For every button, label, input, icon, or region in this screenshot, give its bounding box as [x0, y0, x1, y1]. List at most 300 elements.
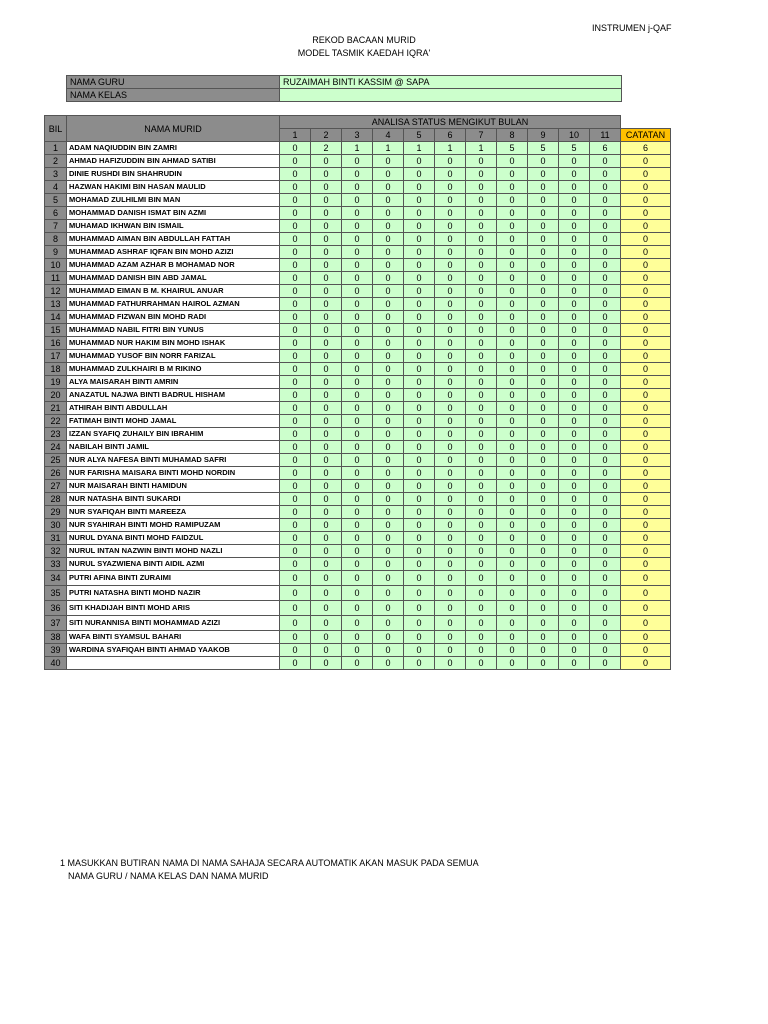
- month-status-cell[interactable]: 0: [404, 324, 435, 337]
- month-status-cell[interactable]: 0: [311, 298, 342, 311]
- month-status-cell[interactable]: 0: [311, 480, 342, 493]
- month-status-cell[interactable]: 0: [590, 168, 621, 181]
- month-status-cell[interactable]: 0: [528, 181, 559, 194]
- month-status-cell[interactable]: 0: [528, 644, 559, 657]
- month-status-cell[interactable]: 0: [528, 545, 559, 558]
- month-status-cell[interactable]: 0: [466, 350, 497, 363]
- month-status-cell[interactable]: 0: [497, 480, 528, 493]
- month-status-cell[interactable]: 0: [373, 194, 404, 207]
- month-status-cell[interactable]: 0: [435, 285, 466, 298]
- month-status-cell[interactable]: 0: [342, 402, 373, 415]
- month-status-cell[interactable]: 0: [342, 631, 373, 644]
- month-status-cell[interactable]: 0: [559, 233, 590, 246]
- month-status-cell[interactable]: 0: [466, 644, 497, 657]
- month-status-cell[interactable]: 0: [404, 207, 435, 220]
- month-status-cell[interactable]: 0: [435, 337, 466, 350]
- month-status-cell[interactable]: 0: [528, 259, 559, 272]
- month-status-cell[interactable]: 0: [311, 402, 342, 415]
- month-status-cell[interactable]: 0: [404, 657, 435, 670]
- month-status-cell[interactable]: 0: [497, 571, 528, 586]
- month-status-cell[interactable]: 1: [466, 142, 497, 155]
- month-status-cell[interactable]: 0: [342, 285, 373, 298]
- month-status-cell[interactable]: 0: [404, 155, 435, 168]
- month-status-cell[interactable]: 0: [466, 441, 497, 454]
- month-status-cell[interactable]: 0: [466, 285, 497, 298]
- month-status-cell[interactable]: 1: [435, 142, 466, 155]
- month-status-cell[interactable]: 0: [466, 586, 497, 601]
- month-status-cell[interactable]: 0: [280, 142, 311, 155]
- month-status-cell[interactable]: 0: [497, 363, 528, 376]
- month-status-cell[interactable]: 0: [311, 644, 342, 657]
- month-status-cell[interactable]: 0: [311, 285, 342, 298]
- month-status-cell[interactable]: 0: [280, 532, 311, 545]
- student-name-cell[interactable]: MUHAMMAD FIZWAN BIN MOHD RADI: [67, 311, 280, 324]
- month-status-cell[interactable]: 0: [466, 337, 497, 350]
- month-status-cell[interactable]: 0: [311, 415, 342, 428]
- month-status-cell[interactable]: 0: [280, 363, 311, 376]
- month-status-cell[interactable]: 0: [497, 350, 528, 363]
- month-status-cell[interactable]: 0: [559, 285, 590, 298]
- month-status-cell[interactable]: 0: [311, 168, 342, 181]
- month-status-cell[interactable]: 0: [528, 586, 559, 601]
- month-status-cell[interactable]: 0: [528, 441, 559, 454]
- student-name-cell[interactable]: WAFA BINTI SYAMSUL BAHARI: [67, 631, 280, 644]
- month-status-cell[interactable]: 0: [404, 616, 435, 631]
- student-name-cell[interactable]: NUR NATASHA BINTI SUKARDI: [67, 493, 280, 506]
- month-status-cell[interactable]: 0: [466, 181, 497, 194]
- month-status-cell[interactable]: 0: [342, 298, 373, 311]
- month-status-cell[interactable]: 0: [404, 259, 435, 272]
- month-status-cell[interactable]: 0: [373, 311, 404, 324]
- month-status-cell[interactable]: 0: [342, 181, 373, 194]
- month-status-cell[interactable]: 0: [528, 246, 559, 259]
- month-status-cell[interactable]: 0: [435, 298, 466, 311]
- student-name-cell[interactable]: MUHAMMAD EIMAN B M. KHAIRUL ANUAR: [67, 285, 280, 298]
- month-status-cell[interactable]: 0: [466, 519, 497, 532]
- month-status-cell[interactable]: 0: [559, 363, 590, 376]
- month-status-cell[interactable]: 0: [590, 389, 621, 402]
- month-status-cell[interactable]: 0: [528, 571, 559, 586]
- month-status-cell[interactable]: 0: [404, 350, 435, 363]
- month-status-cell[interactable]: 0: [280, 601, 311, 616]
- month-status-cell[interactable]: 0: [311, 428, 342, 441]
- month-status-cell[interactable]: 0: [466, 246, 497, 259]
- month-status-cell[interactable]: 0: [404, 586, 435, 601]
- month-status-cell[interactable]: 0: [497, 558, 528, 571]
- month-status-cell[interactable]: 0: [373, 168, 404, 181]
- month-status-cell[interactable]: 0: [497, 402, 528, 415]
- month-status-cell[interactable]: 0: [435, 480, 466, 493]
- month-status-cell[interactable]: 5: [528, 142, 559, 155]
- month-status-cell[interactable]: 0: [373, 558, 404, 571]
- month-status-cell[interactable]: 0: [280, 194, 311, 207]
- month-status-cell[interactable]: 0: [466, 657, 497, 670]
- month-status-cell[interactable]: 0: [373, 389, 404, 402]
- month-status-cell[interactable]: 0: [466, 233, 497, 246]
- month-status-cell[interactable]: 0: [559, 480, 590, 493]
- month-status-cell[interactable]: 0: [590, 363, 621, 376]
- student-name-cell[interactable]: ALYA MAISARAH BINTI AMRIN: [67, 376, 280, 389]
- month-status-cell[interactable]: 0: [404, 389, 435, 402]
- month-status-cell[interactable]: 1: [373, 142, 404, 155]
- month-status-cell[interactable]: 0: [404, 220, 435, 233]
- month-status-cell[interactable]: 0: [280, 644, 311, 657]
- student-name-cell[interactable]: NUR MAISARAH BINTI HAMIDUN: [67, 480, 280, 493]
- month-status-cell[interactable]: 0: [466, 467, 497, 480]
- month-status-cell[interactable]: 0: [559, 246, 590, 259]
- guru-value-cell[interactable]: RUZAIMAH BINTI KASSIM @ SAPA: [280, 76, 622, 89]
- month-status-cell[interactable]: 0: [435, 155, 466, 168]
- student-name-cell[interactable]: NUR FARISHA MAISARA BINTI MOHD NORDIN: [67, 467, 280, 480]
- month-status-cell[interactable]: 0: [373, 285, 404, 298]
- month-status-cell[interactable]: 0: [342, 616, 373, 631]
- month-status-cell[interactable]: 0: [342, 454, 373, 467]
- month-status-cell[interactable]: 0: [342, 506, 373, 519]
- month-status-cell[interactable]: 0: [311, 493, 342, 506]
- month-status-cell[interactable]: 0: [373, 532, 404, 545]
- month-status-cell[interactable]: 0: [280, 428, 311, 441]
- month-status-cell[interactable]: 0: [280, 545, 311, 558]
- month-status-cell[interactable]: 0: [373, 402, 404, 415]
- month-status-cell[interactable]: 0: [559, 155, 590, 168]
- month-status-cell[interactable]: 0: [590, 571, 621, 586]
- month-status-cell[interactable]: 0: [435, 233, 466, 246]
- month-status-cell[interactable]: 0: [311, 545, 342, 558]
- month-status-cell[interactable]: 0: [280, 311, 311, 324]
- month-status-cell[interactable]: 0: [404, 644, 435, 657]
- month-status-cell[interactable]: 0: [435, 657, 466, 670]
- month-status-cell[interactable]: 0: [435, 389, 466, 402]
- month-status-cell[interactable]: 0: [280, 246, 311, 259]
- month-status-cell[interactable]: 0: [435, 441, 466, 454]
- month-status-cell[interactable]: 0: [590, 441, 621, 454]
- month-status-cell[interactable]: 0: [497, 506, 528, 519]
- month-status-cell[interactable]: 0: [590, 532, 621, 545]
- month-status-cell[interactable]: 0: [311, 467, 342, 480]
- month-status-cell[interactable]: 0: [342, 337, 373, 350]
- month-status-cell[interactable]: 0: [590, 519, 621, 532]
- month-status-cell[interactable]: 0: [528, 532, 559, 545]
- month-status-cell[interactable]: 0: [528, 454, 559, 467]
- month-status-cell[interactable]: 0: [497, 493, 528, 506]
- month-status-cell[interactable]: 0: [559, 571, 590, 586]
- month-status-cell[interactable]: 0: [528, 467, 559, 480]
- month-status-cell[interactable]: 0: [590, 402, 621, 415]
- month-status-cell[interactable]: 0: [466, 506, 497, 519]
- month-status-cell[interactable]: 0: [404, 631, 435, 644]
- student-name-cell[interactable]: MUHAMMAD ASHRAF IQFAN BIN MOHD AZIZI: [67, 246, 280, 259]
- month-status-cell[interactable]: 0: [404, 545, 435, 558]
- month-status-cell[interactable]: 0: [497, 259, 528, 272]
- kelas-value-cell[interactable]: [280, 89, 622, 102]
- month-status-cell[interactable]: 0: [280, 207, 311, 220]
- month-status-cell[interactable]: 0: [373, 657, 404, 670]
- month-status-cell[interactable]: 0: [497, 376, 528, 389]
- month-status-cell[interactable]: 0: [559, 181, 590, 194]
- month-status-cell[interactable]: 0: [280, 155, 311, 168]
- month-status-cell[interactable]: 0: [404, 402, 435, 415]
- month-status-cell[interactable]: 0: [590, 616, 621, 631]
- month-status-cell[interactable]: 0: [280, 324, 311, 337]
- month-status-cell[interactable]: 0: [373, 220, 404, 233]
- month-status-cell[interactable]: 0: [311, 311, 342, 324]
- month-status-cell[interactable]: 0: [404, 337, 435, 350]
- month-status-cell[interactable]: 0: [435, 428, 466, 441]
- month-status-cell[interactable]: 0: [404, 298, 435, 311]
- month-status-cell[interactable]: 0: [435, 220, 466, 233]
- month-status-cell[interactable]: 0: [528, 428, 559, 441]
- month-status-cell[interactable]: 0: [497, 441, 528, 454]
- month-status-cell[interactable]: 0: [497, 311, 528, 324]
- month-status-cell[interactable]: 0: [373, 454, 404, 467]
- student-name-cell[interactable]: HAZWAN HAKIMI BIN HASAN MAULID: [67, 181, 280, 194]
- month-status-cell[interactable]: 0: [342, 493, 373, 506]
- month-status-cell[interactable]: 0: [342, 657, 373, 670]
- month-status-cell[interactable]: 0: [404, 415, 435, 428]
- month-status-cell[interactable]: 0: [559, 657, 590, 670]
- month-status-cell[interactable]: 0: [590, 233, 621, 246]
- month-status-cell[interactable]: 0: [404, 233, 435, 246]
- student-name-cell[interactable]: NUR SYAHIRAH BINTI MOHD RAMIPUZAM: [67, 519, 280, 532]
- month-status-cell[interactable]: 0: [559, 454, 590, 467]
- month-status-cell[interactable]: 0: [528, 657, 559, 670]
- month-status-cell[interactable]: 0: [466, 311, 497, 324]
- month-status-cell[interactable]: 0: [435, 194, 466, 207]
- month-status-cell[interactable]: 0: [373, 272, 404, 285]
- month-status-cell[interactable]: 0: [528, 376, 559, 389]
- month-status-cell[interactable]: 0: [497, 644, 528, 657]
- month-status-cell[interactable]: 0: [435, 545, 466, 558]
- month-status-cell[interactable]: 0: [559, 493, 590, 506]
- month-status-cell[interactable]: 0: [590, 259, 621, 272]
- month-status-cell[interactable]: 0: [280, 571, 311, 586]
- month-status-cell[interactable]: 0: [559, 545, 590, 558]
- month-status-cell[interactable]: 0: [435, 454, 466, 467]
- month-status-cell[interactable]: 0: [280, 168, 311, 181]
- month-status-cell[interactable]: 0: [404, 311, 435, 324]
- month-status-cell[interactable]: 0: [590, 644, 621, 657]
- month-status-cell[interactable]: 0: [435, 402, 466, 415]
- month-status-cell[interactable]: 0: [311, 389, 342, 402]
- month-status-cell[interactable]: 0: [435, 467, 466, 480]
- month-status-cell[interactable]: 0: [590, 454, 621, 467]
- month-status-cell[interactable]: 0: [559, 220, 590, 233]
- month-status-cell[interactable]: 0: [311, 657, 342, 670]
- month-status-cell[interactable]: 0: [342, 571, 373, 586]
- month-status-cell[interactable]: 0: [497, 246, 528, 259]
- month-status-cell[interactable]: 0: [342, 233, 373, 246]
- month-status-cell[interactable]: 0: [404, 181, 435, 194]
- month-status-cell[interactable]: 0: [466, 558, 497, 571]
- month-status-cell[interactable]: 0: [528, 480, 559, 493]
- month-status-cell[interactable]: 5: [497, 142, 528, 155]
- month-status-cell[interactable]: 0: [435, 601, 466, 616]
- month-status-cell[interactable]: 0: [280, 181, 311, 194]
- month-status-cell[interactable]: 0: [373, 376, 404, 389]
- student-name-cell[interactable]: PUTRI AFINA BINTI ZURAIMI: [67, 571, 280, 586]
- month-status-cell[interactable]: 0: [280, 272, 311, 285]
- month-status-cell[interactable]: 1: [342, 142, 373, 155]
- month-status-cell[interactable]: 0: [435, 506, 466, 519]
- month-status-cell[interactable]: 0: [311, 586, 342, 601]
- month-status-cell[interactable]: 0: [311, 363, 342, 376]
- month-status-cell[interactable]: 0: [373, 246, 404, 259]
- month-status-cell[interactable]: 0: [590, 220, 621, 233]
- month-status-cell[interactable]: 0: [528, 631, 559, 644]
- month-status-cell[interactable]: 0: [373, 616, 404, 631]
- month-status-cell[interactable]: 0: [590, 246, 621, 259]
- month-status-cell[interactable]: 0: [590, 601, 621, 616]
- student-name-cell[interactable]: MUHAMAD IKHWAN BIN ISMAIL: [67, 220, 280, 233]
- month-status-cell[interactable]: 0: [466, 298, 497, 311]
- month-status-cell[interactable]: 0: [466, 168, 497, 181]
- month-status-cell[interactable]: 0: [435, 532, 466, 545]
- student-name-cell[interactable]: AHMAD HAFIZUDDIN BIN AHMAD SATIBI: [67, 155, 280, 168]
- month-status-cell[interactable]: 0: [342, 441, 373, 454]
- student-name-cell[interactable]: WARDINA SYAFIQAH BINTI AHMAD YAAKOB: [67, 644, 280, 657]
- month-status-cell[interactable]: 0: [466, 415, 497, 428]
- month-status-cell[interactable]: 0: [280, 233, 311, 246]
- month-status-cell[interactable]: 1: [404, 142, 435, 155]
- month-status-cell[interactable]: 0: [311, 616, 342, 631]
- month-status-cell[interactable]: 0: [404, 428, 435, 441]
- month-status-cell[interactable]: 0: [342, 220, 373, 233]
- month-status-cell[interactable]: 0: [342, 601, 373, 616]
- month-status-cell[interactable]: 0: [373, 324, 404, 337]
- month-status-cell[interactable]: 0: [559, 311, 590, 324]
- month-status-cell[interactable]: 0: [280, 337, 311, 350]
- month-status-cell[interactable]: 0: [590, 506, 621, 519]
- month-status-cell[interactable]: 0: [528, 220, 559, 233]
- month-status-cell[interactable]: 0: [311, 376, 342, 389]
- month-status-cell[interactable]: 0: [280, 220, 311, 233]
- month-status-cell[interactable]: 2: [311, 142, 342, 155]
- month-status-cell[interactable]: 0: [590, 376, 621, 389]
- month-status-cell[interactable]: 0: [311, 337, 342, 350]
- month-status-cell[interactable]: 0: [342, 207, 373, 220]
- month-status-cell[interactable]: 0: [373, 644, 404, 657]
- student-name-cell[interactable]: MUHAMMAD NABIL FITRI BIN YUNUS: [67, 324, 280, 337]
- month-status-cell[interactable]: 0: [311, 207, 342, 220]
- month-status-cell[interactable]: 0: [342, 532, 373, 545]
- month-status-cell[interactable]: 0: [342, 324, 373, 337]
- month-status-cell[interactable]: 0: [342, 586, 373, 601]
- month-status-cell[interactable]: 0: [466, 545, 497, 558]
- month-status-cell[interactable]: 0: [590, 311, 621, 324]
- month-status-cell[interactable]: 0: [559, 441, 590, 454]
- month-status-cell[interactable]: 0: [466, 532, 497, 545]
- month-status-cell[interactable]: 0: [528, 389, 559, 402]
- month-status-cell[interactable]: 0: [528, 350, 559, 363]
- month-status-cell[interactable]: 0: [311, 220, 342, 233]
- month-status-cell[interactable]: 0: [435, 631, 466, 644]
- month-status-cell[interactable]: 0: [559, 207, 590, 220]
- month-status-cell[interactable]: 0: [559, 631, 590, 644]
- month-status-cell[interactable]: 0: [280, 376, 311, 389]
- month-status-cell[interactable]: 0: [311, 194, 342, 207]
- month-status-cell[interactable]: 0: [466, 493, 497, 506]
- month-status-cell[interactable]: 0: [342, 259, 373, 272]
- month-status-cell[interactable]: 0: [280, 441, 311, 454]
- month-status-cell[interactable]: 0: [280, 389, 311, 402]
- month-status-cell[interactable]: 0: [373, 586, 404, 601]
- month-status-cell[interactable]: 0: [497, 545, 528, 558]
- month-status-cell[interactable]: 0: [590, 181, 621, 194]
- month-status-cell[interactable]: 0: [311, 454, 342, 467]
- month-status-cell[interactable]: 0: [342, 194, 373, 207]
- month-status-cell[interactable]: 0: [404, 363, 435, 376]
- month-status-cell[interactable]: 0: [435, 363, 466, 376]
- month-status-cell[interactable]: 0: [497, 207, 528, 220]
- month-status-cell[interactable]: 0: [311, 324, 342, 337]
- month-status-cell[interactable]: 0: [528, 558, 559, 571]
- month-status-cell[interactable]: 0: [497, 601, 528, 616]
- month-status-cell[interactable]: 0: [497, 272, 528, 285]
- month-status-cell[interactable]: 0: [373, 467, 404, 480]
- month-status-cell[interactable]: 0: [590, 350, 621, 363]
- month-status-cell[interactable]: 0: [280, 454, 311, 467]
- month-status-cell[interactable]: 0: [342, 350, 373, 363]
- month-status-cell[interactable]: 0: [528, 155, 559, 168]
- month-status-cell[interactable]: 0: [435, 168, 466, 181]
- month-status-cell[interactable]: 0: [435, 259, 466, 272]
- month-status-cell[interactable]: 0: [497, 616, 528, 631]
- month-status-cell[interactable]: 0: [280, 415, 311, 428]
- month-status-cell[interactable]: 0: [497, 233, 528, 246]
- month-status-cell[interactable]: 0: [590, 415, 621, 428]
- month-status-cell[interactable]: 0: [528, 194, 559, 207]
- month-status-cell[interactable]: 0: [280, 519, 311, 532]
- month-status-cell[interactable]: 0: [528, 363, 559, 376]
- month-status-cell[interactable]: 0: [466, 616, 497, 631]
- month-status-cell[interactable]: 0: [280, 285, 311, 298]
- month-status-cell[interactable]: 0: [404, 601, 435, 616]
- month-status-cell[interactable]: 0: [373, 493, 404, 506]
- month-status-cell[interactable]: 0: [373, 363, 404, 376]
- month-status-cell[interactable]: 0: [280, 631, 311, 644]
- student-name-cell[interactable]: NUR ALYA NAFESA BINTI MUHAMAD SAFRI: [67, 454, 280, 467]
- month-status-cell[interactable]: 0: [435, 571, 466, 586]
- month-status-cell[interactable]: 0: [590, 467, 621, 480]
- month-status-cell[interactable]: 0: [435, 272, 466, 285]
- month-status-cell[interactable]: 0: [342, 428, 373, 441]
- month-status-cell[interactable]: 0: [342, 272, 373, 285]
- month-status-cell[interactable]: 0: [404, 285, 435, 298]
- month-status-cell[interactable]: 0: [280, 657, 311, 670]
- month-status-cell[interactable]: 0: [528, 616, 559, 631]
- month-status-cell[interactable]: 0: [497, 631, 528, 644]
- student-name-cell[interactable]: MUHAMMAD FATHURRAHMAN HAIROL AZMAN: [67, 298, 280, 311]
- month-status-cell[interactable]: 0: [497, 389, 528, 402]
- month-status-cell[interactable]: 0: [466, 402, 497, 415]
- month-status-cell[interactable]: 0: [404, 246, 435, 259]
- month-status-cell[interactable]: 0: [435, 616, 466, 631]
- month-status-cell[interactable]: 0: [528, 272, 559, 285]
- month-status-cell[interactable]: 0: [497, 168, 528, 181]
- student-name-cell[interactable]: NURUL DYANA BINTI MOHD FAIDZUL: [67, 532, 280, 545]
- month-status-cell[interactable]: 0: [311, 631, 342, 644]
- month-status-cell[interactable]: 0: [559, 389, 590, 402]
- month-status-cell[interactable]: 0: [342, 480, 373, 493]
- month-status-cell[interactable]: 0: [497, 337, 528, 350]
- month-status-cell[interactable]: 0: [497, 657, 528, 670]
- month-status-cell[interactable]: 0: [528, 285, 559, 298]
- month-status-cell[interactable]: 0: [373, 337, 404, 350]
- month-status-cell[interactable]: 0: [280, 402, 311, 415]
- month-status-cell[interactable]: 0: [435, 207, 466, 220]
- month-status-cell[interactable]: 0: [373, 631, 404, 644]
- student-name-cell[interactable]: MUHAMMAD YUSOF BIN NORR FARIZAL: [67, 350, 280, 363]
